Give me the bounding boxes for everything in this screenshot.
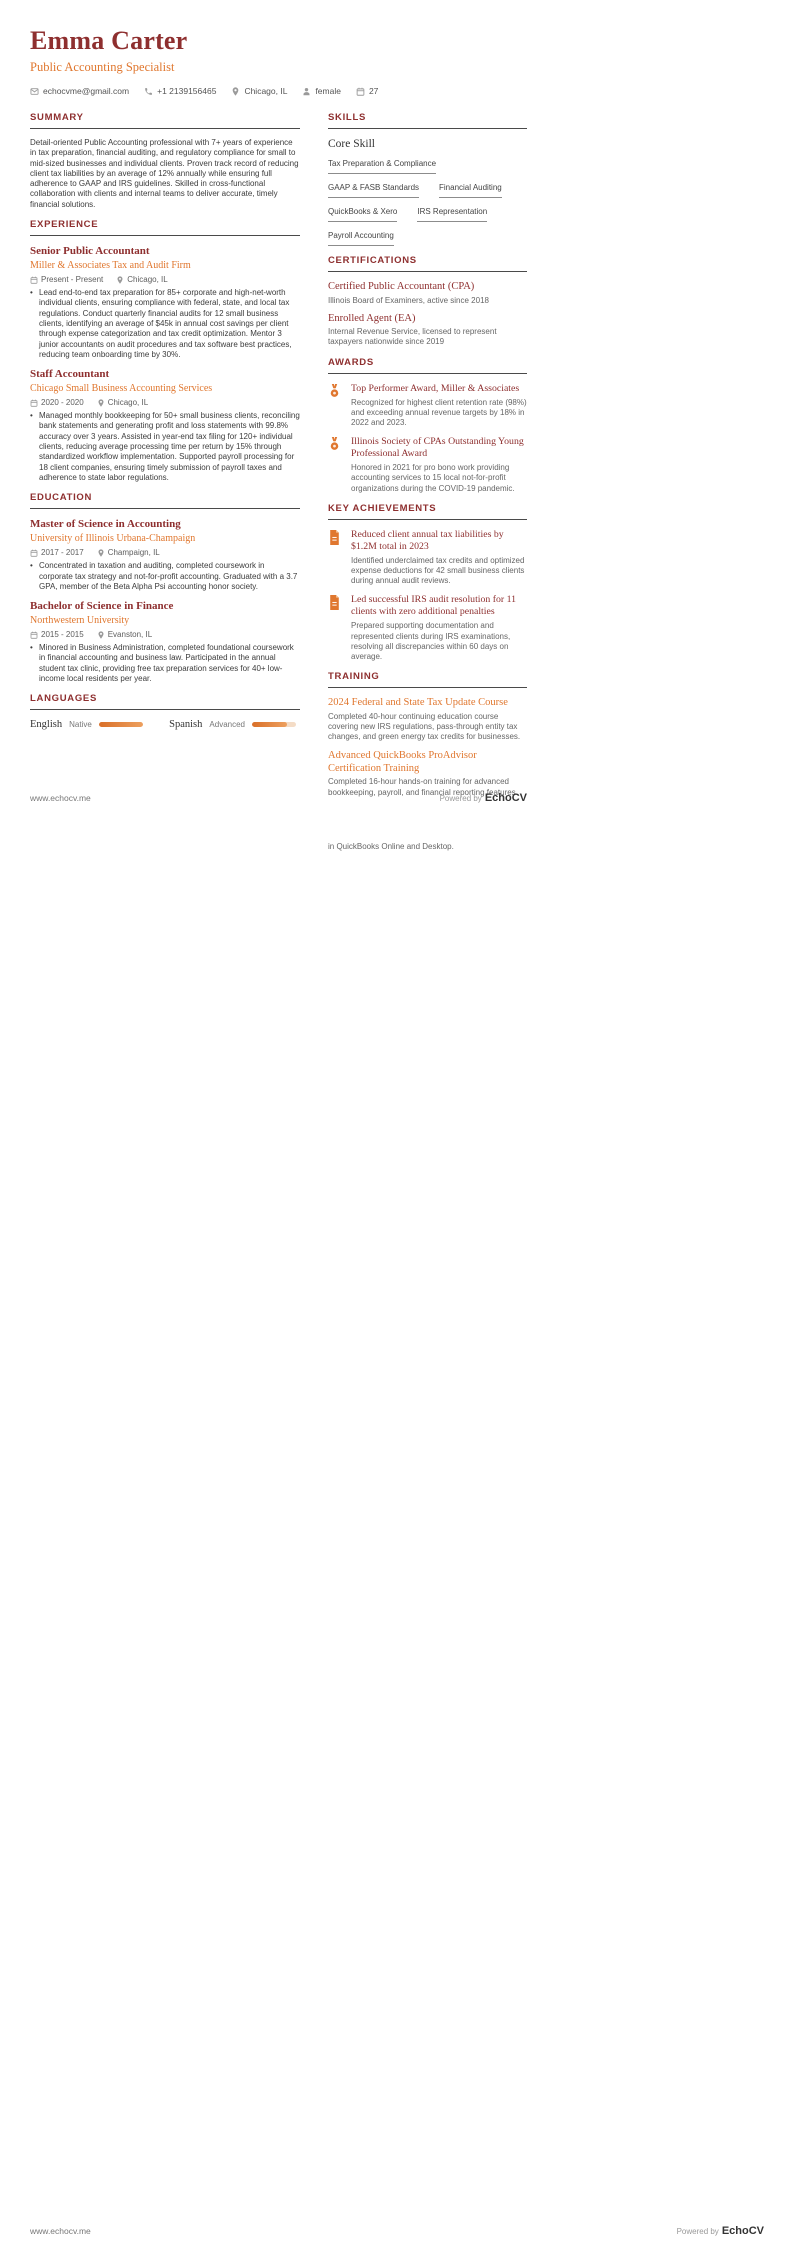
language-item	[169, 719, 296, 730]
powered-by-label: Powered by	[439, 794, 482, 803]
achievement-item	[328, 594, 527, 662]
job-bullet	[30, 288, 300, 360]
location-icon	[116, 276, 124, 284]
contact-phone	[144, 86, 216, 96]
job-bullet-text: • Managed monthly bookkeeping for 50+ small business clients, reconciling bank statements and generating profit and loss statements with 99.8% accuracy over 3 years. Assisted in year-end tax filing for 120+ individual clients, reducing average processing time per return by 15% through standardized workflow implementation. Supported payroll processing for 18 client companies, ensuring timely submission of payroll taxes and adherence to state labor regulations.	[39, 411, 300, 482]
education-bullet-text: • Minored in Business Administration, completed foundational coursework in financial accounting and business law. Participated in the annual student tax clinic, providing free tax preparation services for 40+ low-income local residents per year.	[39, 643, 294, 684]
contact-gender	[302, 86, 341, 96]
section-languages	[30, 693, 300, 730]
job-location	[97, 398, 148, 408]
calendar-icon	[30, 631, 38, 639]
job-meta	[30, 275, 300, 285]
certification-description: Internal Revenue Service, licensed to represent taxpayers nationwide since 2019	[328, 327, 497, 347]
language-name: English	[30, 719, 63, 731]
location-icon	[97, 549, 105, 557]
training-description: Completed 16-hour hands-on training for advanced bookkeeping, payroll, and financial reporting features	[328, 777, 516, 797]
section-education	[30, 492, 300, 684]
job-company: Chicago Small Business Accounting Services	[30, 383, 213, 395]
certifications-heading: CERTIFICATIONS	[328, 255, 527, 272]
language-level: Native	[69, 720, 92, 730]
award-body	[351, 383, 527, 429]
skill-tag: GAAP & FASB Standards	[328, 183, 419, 198]
phone-icon	[144, 87, 153, 96]
skill-tag: Payroll Accounting	[328, 231, 394, 246]
job-location-text: Chicago, IL	[127, 275, 168, 285]
education-location-text: Evanston, IL	[107, 630, 153, 640]
section-key-achievements	[328, 503, 527, 662]
language-proficiency-fill	[99, 722, 143, 727]
left-column	[30, 112, 300, 807]
education-dates-text: 2017 - 2017	[41, 548, 84, 558]
education-heading: EDUCATION	[30, 492, 300, 509]
training-title: 2024 Federal and State Tax Update Course	[328, 697, 508, 709]
achievement-description: Identified underclaimed tax credits and optimized expense deductions for 42 small business clients during annual audit reviews.	[351, 555, 525, 586]
education-dates	[30, 548, 84, 558]
education-item	[30, 600, 300, 684]
training-description: Completed 40-hour continuing education course covering new IRS regulations, pass-through entity tax changes, and green energy tax credits for businesses.	[328, 711, 521, 742]
contact-email-text: echocvme@gmail.com	[43, 86, 130, 96]
candidate-name: Emma Carter	[30, 26, 188, 55]
medal-icon	[328, 383, 343, 429]
education-location	[97, 630, 152, 640]
achievement-body	[351, 529, 527, 587]
language-proficiency-bar	[99, 722, 143, 727]
document-icon	[328, 594, 343, 662]
training-heading: TRAINING	[328, 671, 527, 688]
certification-item	[328, 313, 527, 348]
page-footer	[30, 2221, 764, 2239]
skill-tag: IRS Representation	[417, 207, 487, 222]
certification-description: Illinois Board of Examiners, active since 2018	[328, 295, 489, 305]
language-level: Advanced	[209, 720, 245, 730]
education-bullet	[30, 643, 300, 684]
training-item	[328, 697, 527, 742]
experience-item	[30, 368, 300, 483]
contact-location	[231, 86, 287, 96]
professional-title: Public Accounting Specialist	[30, 60, 175, 74]
skill-tag-list	[328, 159, 527, 246]
contact-age	[356, 86, 378, 96]
location-icon	[97, 399, 105, 407]
award-description: Honored in 2021 for pro bono work providing accounting services to 15 local not-for-profit organizations during the COVID-19 pandemic.	[351, 463, 515, 493]
education-location	[97, 548, 160, 558]
resume-page-2	[0, 812, 794, 2246]
job-bullet	[30, 411, 300, 483]
award-item	[328, 383, 527, 429]
footer-powered-by	[440, 788, 527, 806]
contact-age-text: 27	[368, 86, 379, 96]
section-skills	[328, 112, 527, 246]
language-proficiency-fill	[252, 722, 287, 727]
contact-gender-text: female	[315, 86, 341, 96]
experience-heading: EXPERIENCE	[30, 219, 300, 236]
training-overflow-text: in QuickBooks Online and Desktop.	[328, 842, 454, 851]
achievement-body	[351, 594, 527, 662]
certification-title: Enrolled Agent (EA)	[328, 312, 416, 324]
section-training	[328, 671, 527, 798]
award-item	[328, 436, 527, 494]
contact-phone-text: +1 2139156465	[157, 86, 217, 96]
location-icon	[97, 631, 105, 639]
job-meta	[30, 398, 300, 408]
achievement-title: Led successful IRS audit resolution for 11 clients with zero additional penalties	[351, 594, 517, 618]
job-dates	[30, 275, 103, 285]
degree-title: Master of Science in Accounting	[30, 518, 181, 531]
person-icon	[302, 87, 311, 96]
language-name: Spanish	[169, 719, 203, 731]
page-footer	[30, 788, 527, 806]
award-title: Top Performer Award, Miller & Associates	[351, 382, 520, 394]
resume-page-1	[0, 0, 794, 812]
calendar-icon	[30, 399, 38, 407]
achievement-item	[328, 529, 527, 587]
education-meta	[30, 630, 300, 640]
education-dates	[30, 630, 84, 640]
language-item	[30, 719, 143, 730]
education-meta	[30, 548, 300, 558]
right-column	[328, 112, 527, 807]
training-title: Advanced QuickBooks ProAdvisor Certification Training	[328, 750, 477, 774]
job-title: Staff Accountant	[30, 368, 110, 381]
key-achievements-heading: KEY ACHIEVEMENTS	[328, 503, 527, 520]
skills-heading: SKILLS	[328, 112, 527, 129]
skill-tag: Financial Auditing	[439, 183, 502, 198]
footer-site-link[interactable]: www.echocv.me	[30, 793, 91, 803]
location-icon	[231, 87, 240, 96]
job-location	[116, 275, 167, 285]
education-bullet	[30, 561, 300, 592]
achievement-description: Prepared supporting documentation and represented clients during IRS examinations, resolving all discrepancies within 60 days on average.	[351, 621, 511, 662]
skill-tag: QuickBooks & Xero	[328, 207, 397, 222]
summary-text: Detail-oriented Public Accounting professional with 7+ years of experience in tax preparation, financial auditing, and regulatory compliance for small to mid-sized businesses and individual clients. Proven track record of reducing client tax liabilities by an average of 12% annually while ensuring full adherence to GAAP and IRS guidelines. Skilled in cross-functional collaboration with clients and internal teams to deliver accurate, timely financial solutions.	[30, 138, 299, 209]
degree-title: Bachelor of Science in Finance	[30, 600, 174, 613]
awards-heading: AWARDS	[328, 357, 527, 374]
resume-header	[0, 0, 794, 96]
job-location-text: Chicago, IL	[107, 398, 149, 408]
section-summary	[30, 112, 300, 210]
education-item	[30, 518, 300, 592]
job-bullet-text: • Lead end-to-end tax preparation for 85+ corporate and high-net-worth individual clients, ensuring compliance with federal, state, and local tax regulations. Conduct quarterly financial audits for 12 small business clients, identifying an average of $45k in annual cost savings per client through expense categorization and tax credit optimization. Mentor 3 junior accountants on audit procedures and tax software best practices, reducing team onboarding time by 30%.	[39, 288, 292, 359]
section-certifications	[328, 255, 527, 348]
calendar-icon	[30, 549, 38, 557]
calendar-icon	[356, 87, 365, 96]
job-dates	[30, 398, 84, 408]
certification-item	[328, 281, 527, 306]
calendar-icon	[30, 276, 38, 284]
award-description: Recognized for highest client retention rate (98%) and exceeding annual revenue targets by 18% in 2022 and 2023.	[351, 397, 527, 428]
school-name: University of Illinois Urbana-Champaign	[30, 533, 196, 545]
contact-email	[30, 86, 129, 96]
education-location-text: Champaign, IL	[107, 548, 160, 558]
skills-group-title: Core Skill	[328, 138, 375, 150]
powered-by-label: Powered by	[676, 2227, 719, 2236]
experience-item	[30, 245, 300, 360]
languages-heading: LANGUAGES	[30, 693, 300, 710]
medal-icon	[328, 436, 343, 494]
footer-site-link[interactable]: www.echocv.me	[30, 2226, 91, 2236]
award-title: Illinois Society of CPAs Outstanding Young Professional Award	[351, 436, 524, 460]
certification-title: Certified Public Accountant (CPA)	[328, 281, 475, 292]
document-icon	[328, 529, 343, 587]
job-company: Miller & Associates Tax and Audit Firm	[30, 260, 191, 272]
contact-location-text: Chicago, IL	[244, 86, 288, 96]
job-title: Senior Public Accountant	[30, 245, 150, 258]
echocv-brand[interactable]: EchoCV	[484, 792, 527, 804]
resume-body	[0, 112, 794, 807]
skill-tag: Tax Preparation & Compliance	[328, 159, 436, 174]
summary-heading: SUMMARY	[30, 112, 300, 129]
award-body	[351, 436, 527, 494]
job-dates-text: 2020 - 2020	[41, 398, 84, 408]
section-experience	[30, 219, 300, 483]
language-proficiency-bar	[252, 722, 296, 727]
contact-row	[30, 86, 764, 96]
email-icon	[30, 87, 39, 96]
section-awards	[328, 357, 527, 494]
job-dates-text: Present - Present	[41, 275, 104, 285]
achievement-title: Reduced client annual tax liabilities by $1.2M total in 2023	[351, 528, 504, 552]
education-bullet-text: • Concentrated in taxation and auditing, completed coursework in corporate tax strategy and not-for-profit accounting. Graduated with a 3.7 GPA, member of the Beta Alpha Psi accounting honor society.	[39, 561, 298, 591]
school-name: Northwestern University	[30, 615, 130, 627]
echocv-brand[interactable]: EchoCV	[721, 2225, 764, 2237]
footer-powered-by	[677, 2221, 764, 2239]
languages-row	[30, 719, 300, 730]
education-dates-text: 2015 - 2015	[41, 630, 84, 640]
